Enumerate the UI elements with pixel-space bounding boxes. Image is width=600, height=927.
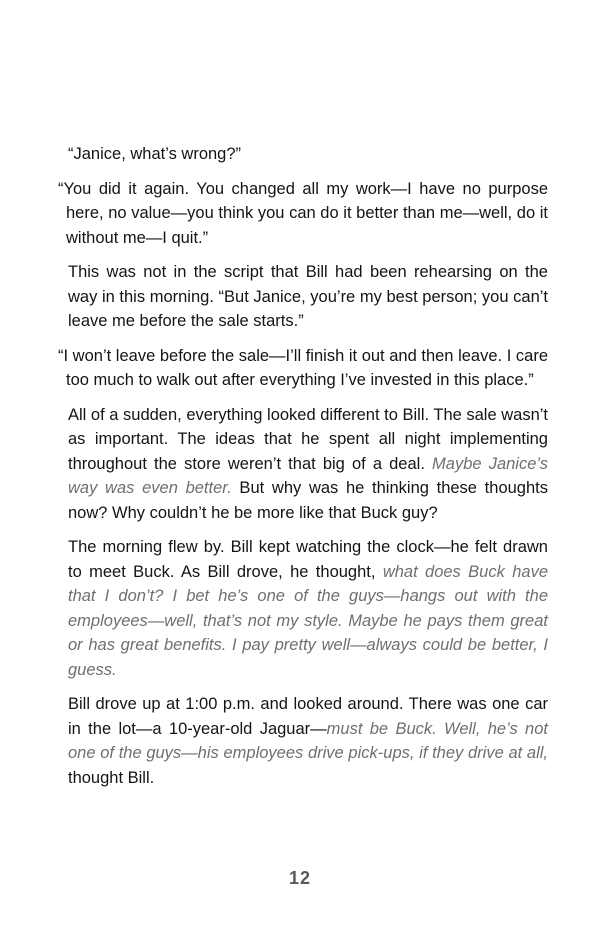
inner-thought-text: must be Buck. Well, he’s not one of the guys—his employees drive pick-ups, if they drive at all,	[68, 719, 548, 762]
paragraph-3	[66, 260, 548, 334]
inner-thought-text: Maybe Janice’s way was even better.	[68, 454, 549, 497]
narration-text: thought Bill.	[68, 768, 155, 787]
paragraph-6	[66, 535, 548, 682]
body-text	[58, 142, 549, 800]
paragraph-4	[58, 344, 548, 393]
dialogue-text: “Janice, what’s wrong?”	[68, 145, 242, 163]
narration-text: But why was he thinking these thoughts now? Why couldn’t he be more like that Buck guy?	[68, 479, 548, 522]
paragraph-5	[66, 403, 548, 526]
paragraph-1	[66, 142, 548, 167]
page-number: 12	[288, 868, 312, 888]
paragraph-2	[58, 177, 548, 251]
dialogue-text: “You did it again. You changed all my work—I have no purpose here, no value—you think you can do it better than me—well, do it without me—I quit.”	[58, 179, 548, 247]
narration-text: Bill drove up at 1:00 p.m. and looked around. There was one car in the lot—a 10-year-old Jaguar—	[68, 695, 548, 738]
narration-text: All of a sudden, everything looked different to Bill. The sale wasn’t as important. The ideas that he spent all night implementing throughout the store weren’t that big of a deal.	[68, 405, 549, 473]
dialogue-text: “I won’t leave before the sale—I’ll finish it out and then leave. I care too much to walk out after everything I’ve invested in this place.”	[58, 346, 548, 389]
paragraph-7	[66, 692, 548, 790]
narration-text: The morning flew by. Bill kept watching the clock—he felt drawn to meet Buck. As Bill drove, he thought,	[68, 538, 548, 581]
narration-text: This was not in the script that Bill had been rehearsing on the way in this morning. “But Janice, you’re my best person; you can’t leave me before the sale starts.”	[68, 263, 548, 330]
inner-thought-text: what does Buck have that I don’t? I bet he’s one of the guys—hangs out with the employees—well, that’s not my style. Maybe he pays them great or has great benefits. I pay pretty well—always could be better, I guess.	[68, 562, 548, 679]
